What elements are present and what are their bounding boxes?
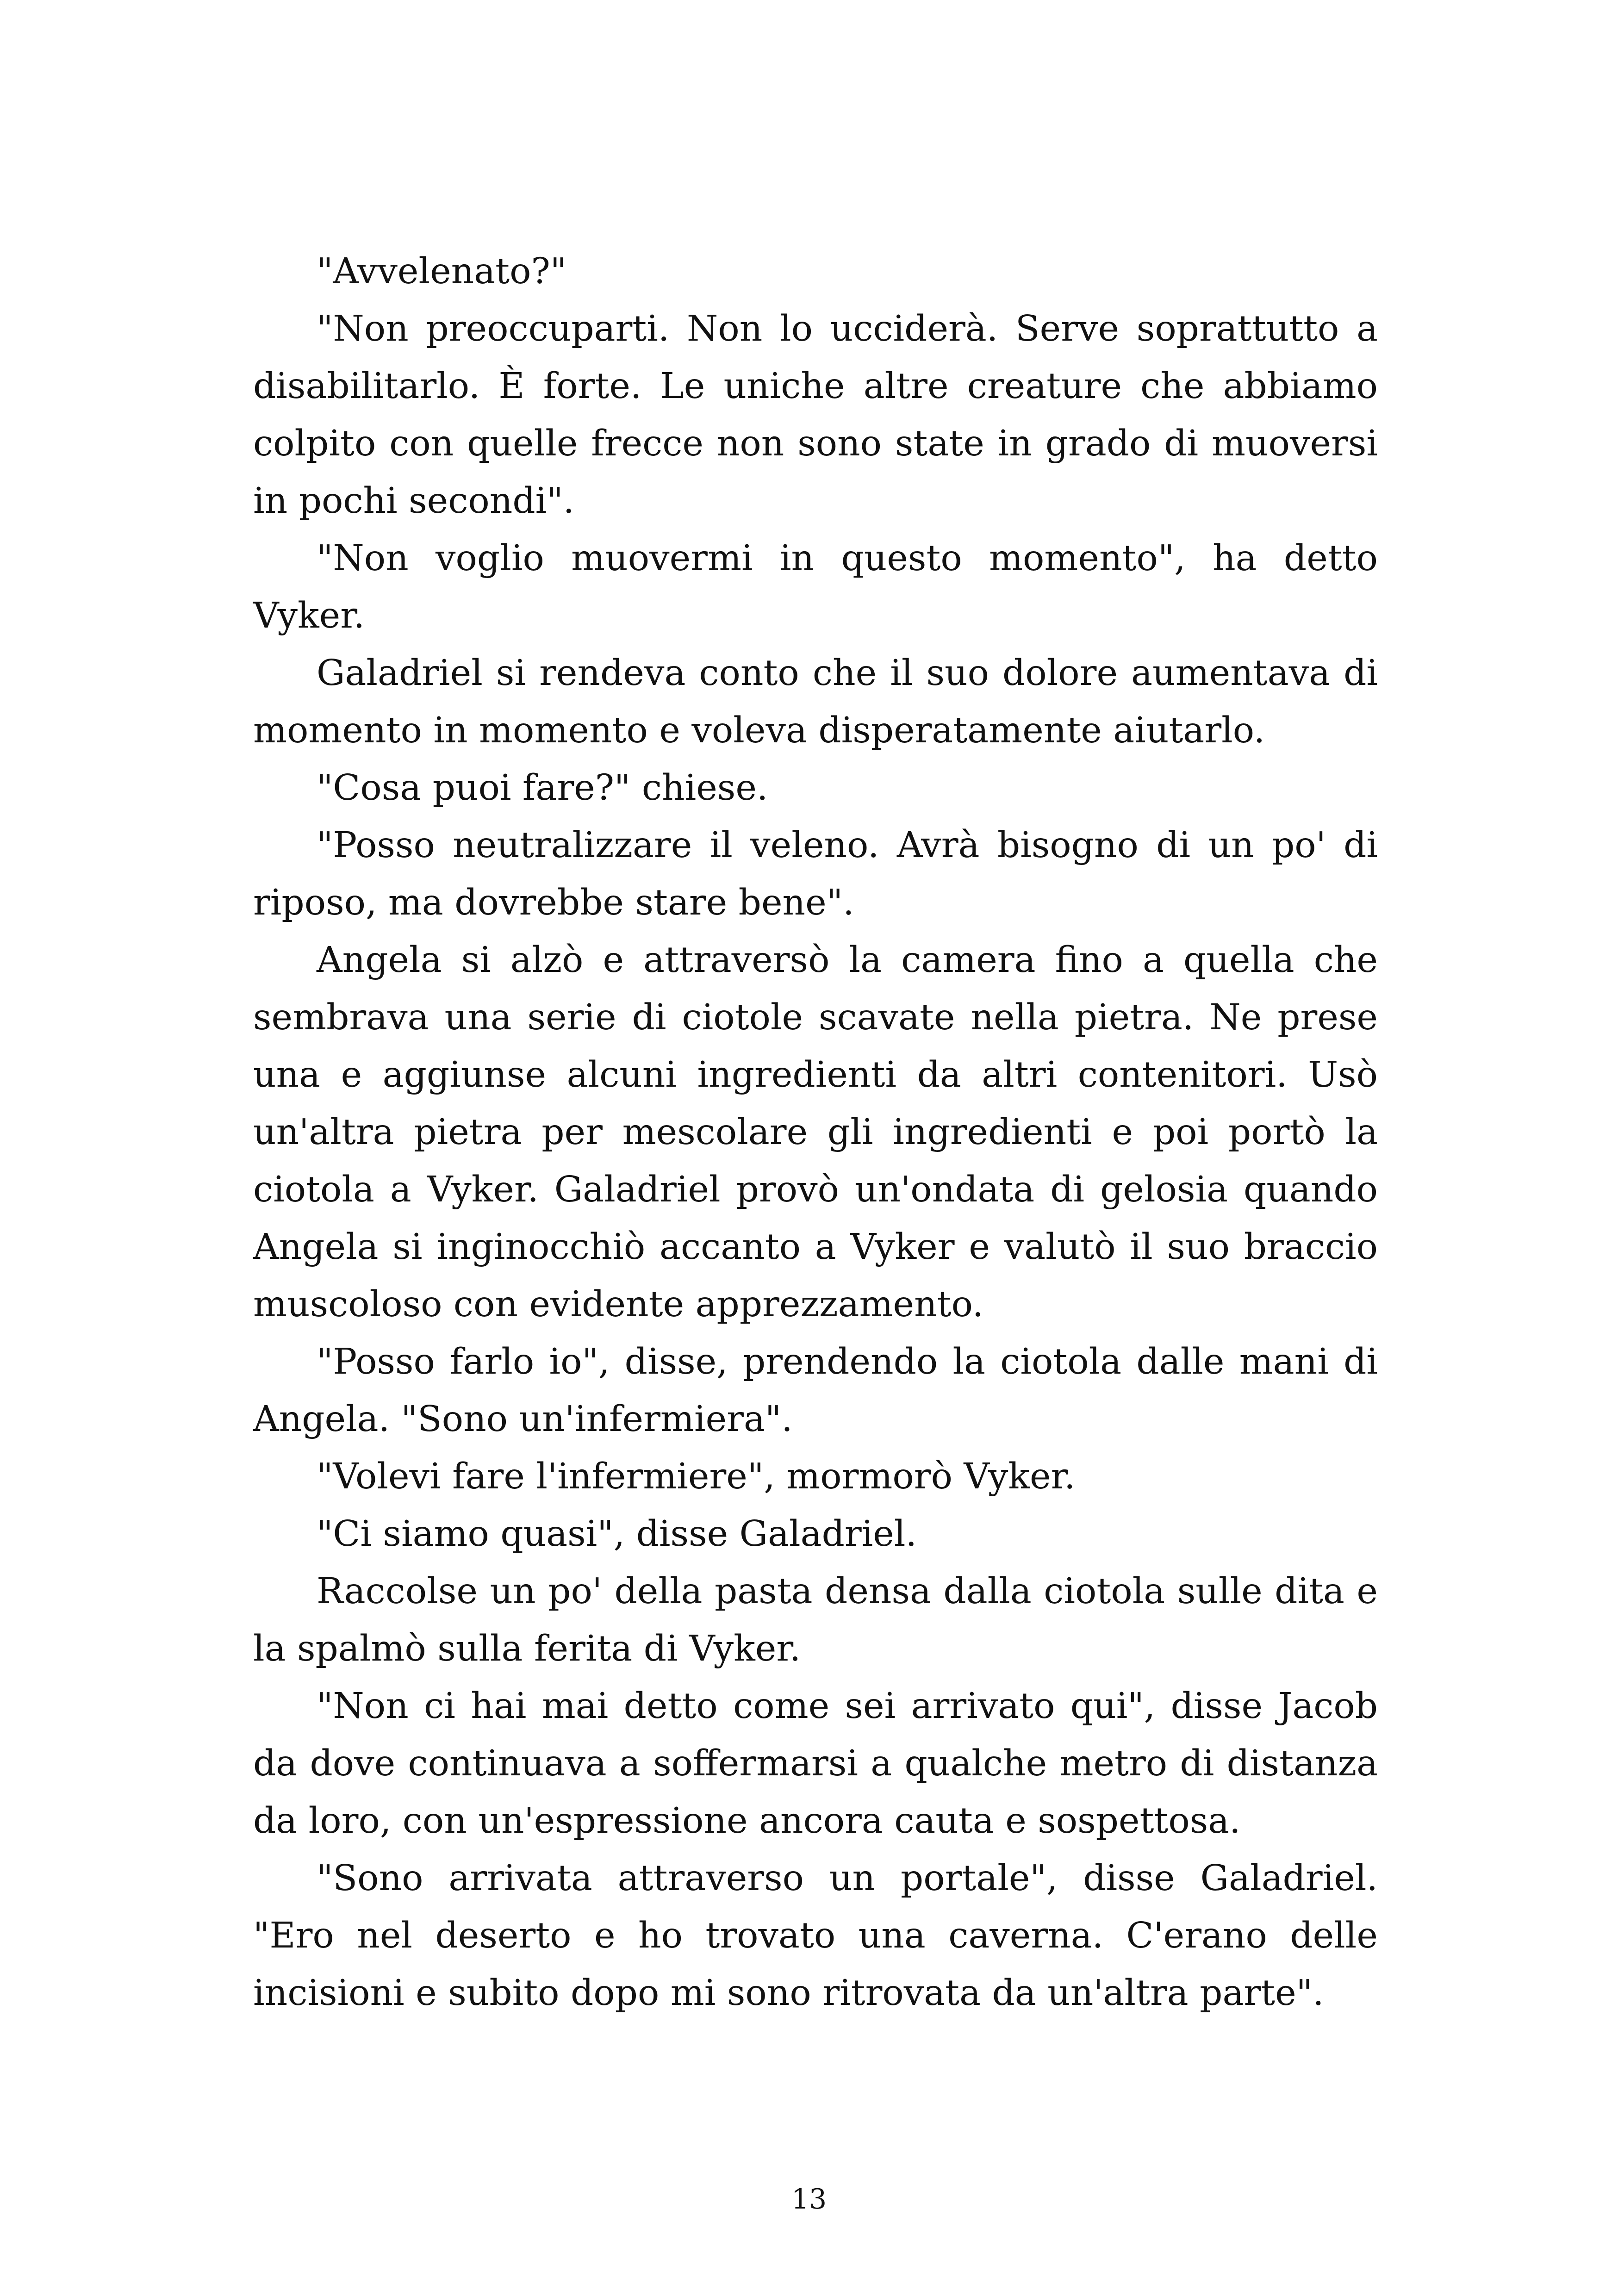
paragraph: "Ci siamo quasi", disse Galadriel. <box>317 1513 917 1555</box>
body-text <box>253 243 1378 2022</box>
paragraph: Raccolse un po' della pasta densa dalla ciotola sulle dita e la spalmò sulla ferita di Vyker. <box>253 1571 1378 1669</box>
paragraph: "Cosa puoi fare?" chiese. <box>317 767 768 809</box>
paragraph: "Non voglio muovermi in questo momento", ha detto Vyker. <box>253 538 1378 636</box>
paragraph: Galadriel si rendeva conto che il suo dolore aumentava di momento in momento e voleva disperatamente aiutarlo. <box>253 653 1378 751</box>
paragraph: "Posso neutralizzare il veleno. Avrà bisogno di un po' di riposo, ma dovrebbe stare bene". <box>253 825 1378 923</box>
paragraph: "Avvelenato?" <box>317 251 567 292</box>
paragraph: "Sono arrivata attraverso un portale", disse Galadriel. "Ero nel deserto e ho trovato una caverna. C'erano delle incisioni e subito dopo mi sono ritrovata da un'altra parte". <box>253 1858 1378 2014</box>
paragraph: Angela si alzò e attraversò la camera fino a quella che sembrava una serie di ciotole scavate nella pietra. Ne prese una e aggiunse alcuni ingredienti da altri contenitori. Usò un'altra pietra per mescolare gli ingredienti e poi portò la ciotola a Vyker. Galadriel provò un'ondata di gelosia quando Angela si inginocchiò accanto a Vyker e valutò il suo braccio muscoloso con evidente apprezzamento. <box>253 940 1378 1325</box>
paragraph: "Posso farlo io", disse, prendendo la ciotola dalle mani di Angela. "Sono un'infermiera". <box>253 1341 1378 1440</box>
paragraph: "Non ci hai mai detto come sei arrivato qui", disse Jacob da dove continuava a soffermarsi a qualche metro di distanza da loro, con un'espressione ancora cauta e sospettosa. <box>253 1686 1378 1842</box>
page-number: 13 <box>791 2183 827 2215</box>
paragraph: "Volevi fare l'infermiere", mormorò Vyker. <box>317 1456 1076 1497</box>
paragraph: "Non preoccuparti. Non lo ucciderà. Serve soprattutto a disabilitarlo. È forte. Le uniche altre creature che abbiamo colpito con quelle frecce non sono state in grado di muoversi in pochi secondi". <box>253 308 1378 522</box>
